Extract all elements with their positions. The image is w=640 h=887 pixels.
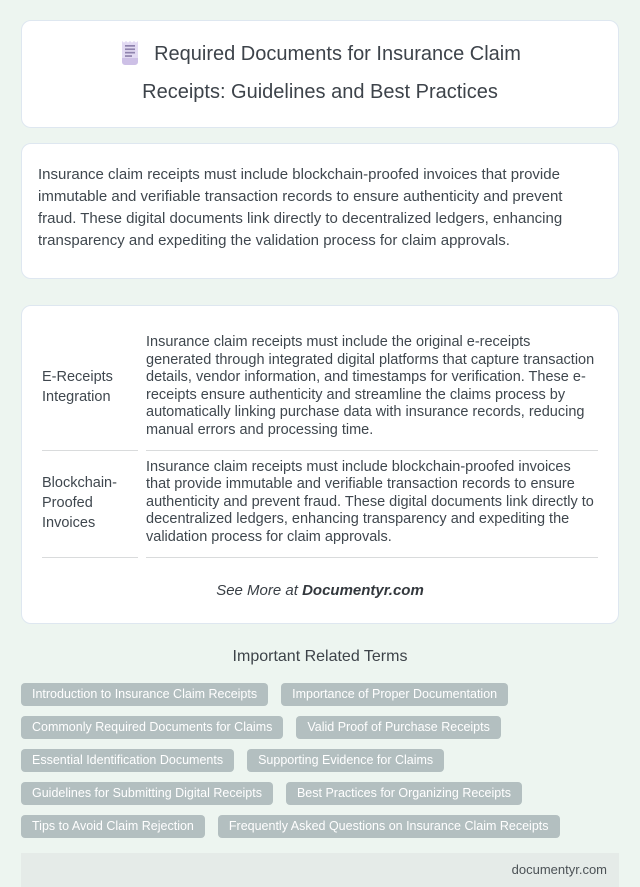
term-cell: Blockchain-Proofed Invoices — [42, 451, 138, 558]
brand-name: Documentyr.com — [302, 581, 424, 599]
description-cell: Insurance claim receipts must include the original e-receipts generated through integrated digital platforms that capture transaction details, vendor information, and timestamps for verification. These e-receipts ensure authenticity and streamline the claims process by automatically linking purchase data with insurance records, reducing manual errors and processing time. — [146, 326, 598, 451]
related-terms-list — [21, 683, 619, 838]
see-more-line — [34, 582, 606, 599]
intro-card — [21, 143, 619, 279]
related-term-tag[interactable]: Supporting Evidence for Claims — [247, 749, 444, 772]
related-term-tag[interactable]: Tips to Avoid Claim Rejection — [21, 815, 205, 838]
related-term-tag[interactable]: Essential Identification Documents — [21, 749, 234, 772]
footer-bar — [21, 853, 619, 887]
table-row — [42, 451, 598, 558]
title-card — [21, 20, 619, 128]
related-term-tag[interactable]: Importance of Proper Documentation — [281, 683, 508, 706]
receipt-icon — [119, 39, 141, 76]
related-term-tag[interactable]: Commonly Required Documents for Claims — [21, 716, 283, 739]
related-terms-heading: Important Related Terms — [232, 647, 408, 665]
term-cell: E-Receipts Integration — [42, 326, 138, 451]
footer-domain: documentyr.com — [511, 862, 607, 878]
intro-text: Insurance claim receipts must include blockchain-proofed invoices that provide immutable and verifiable transaction records to ensure authenticity and prevent fraud. These digital documents link directly to decentralized ledgers, enhancing transparency and expediting the validation process for claim approvals. — [38, 166, 563, 249]
details-card — [21, 305, 619, 624]
related-term-tag[interactable]: Best Practices for Organizing Receipts — [286, 782, 522, 805]
related-term-tag[interactable]: Introduction to Insurance Claim Receipts — [21, 683, 268, 706]
see-more-prefix: See More at — [216, 581, 303, 599]
related-term-tag[interactable]: Valid Proof of Purchase Receipts — [296, 716, 501, 739]
description-cell: Insurance claim receipts must include blockchain-proofed invoices that provide immutable and verifiable transaction records to ensure authenticity and prevent fraud. These digital documents link directly to decentralized ledgers, enhancing transparency and expediting the validation process for claim approvals. — [146, 451, 598, 558]
details-table — [34, 326, 606, 558]
related-term-tag[interactable]: Guidelines for Submitting Digital Receipts — [21, 782, 273, 805]
table-row — [42, 326, 598, 451]
related-term-tag[interactable]: Frequently Asked Questions on Insurance Claim Receipts — [218, 815, 560, 838]
page-title-line — [76, 38, 564, 108]
page-title: Required Documents for Insurance Claim Receipts: Guidelines and Best Practices — [142, 43, 521, 103]
